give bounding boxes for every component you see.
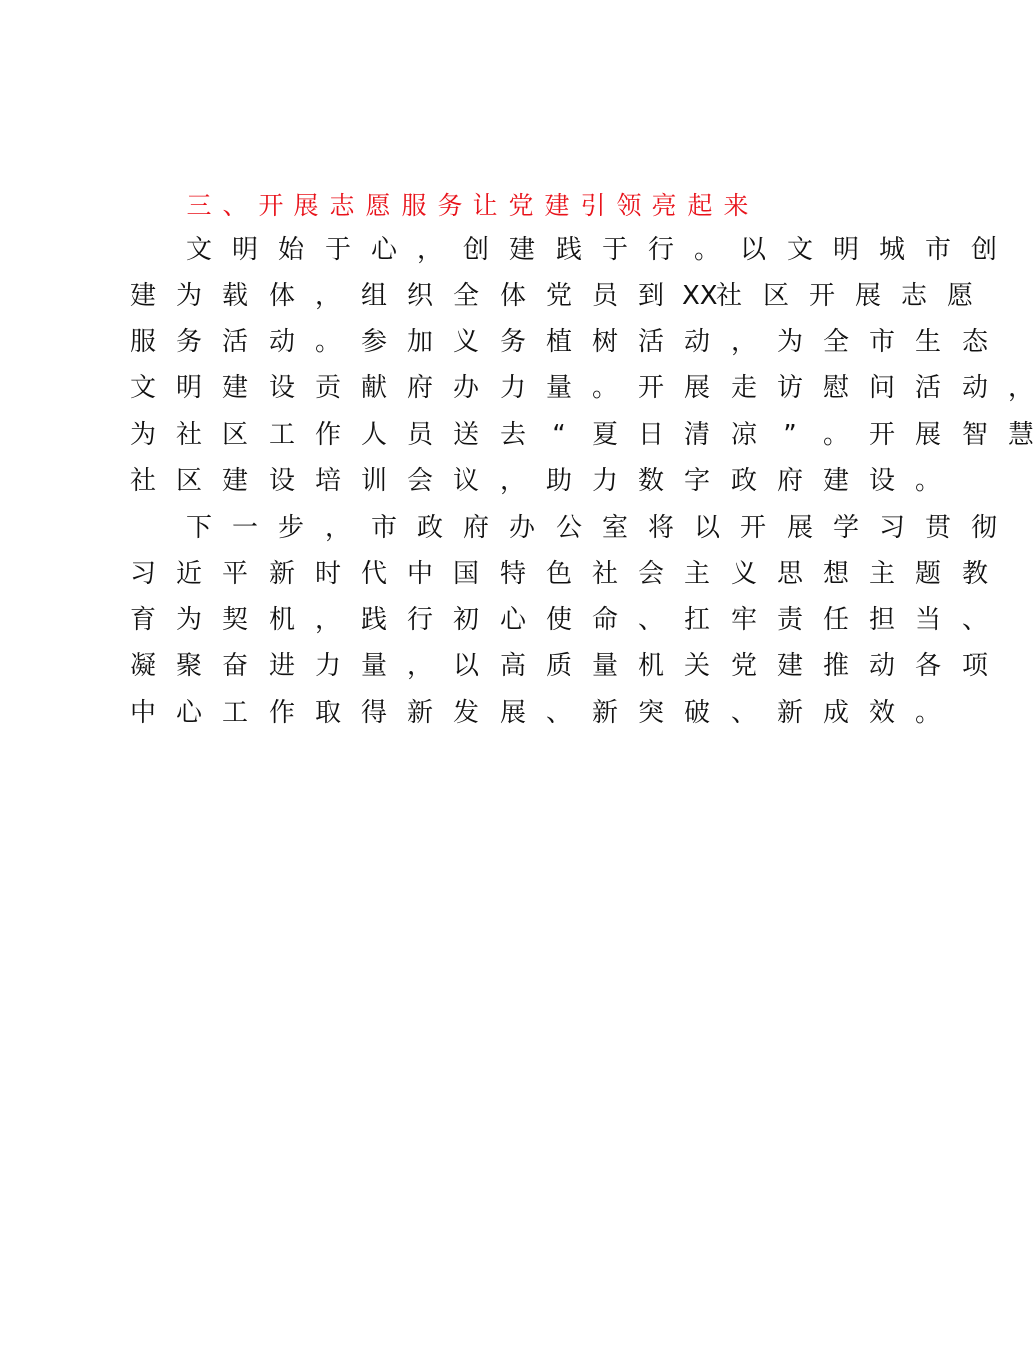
paragraph-1-line-3: 服 务 活 动 。 参 加 义 务 植 树 活 动 ， 为 全 市 生 态: [129, 327, 988, 357]
paragraph-1-line-2: 建 为 载 体 ， 组 织 全 体 党 员 到 XX 社 区 开 展 志 愿: [129, 281, 973, 311]
paragraph-1-line-4: 文 明 建 设 贡 献 府 办 力 量 。 开 展 走 访 慰 问 活 动 ，: [129, 373, 1034, 403]
paragraph-2-line-4: 凝 聚 奋 进 力 量 ， 以 高 质 量 机 关 党 建 推 动 各 项: [129, 651, 988, 681]
paragraph-2-line-2: 习 近 平 新 时 代 中 国 特 色 社 会 主 义 思 想 主 题 教: [129, 559, 988, 589]
paragraph-2-line-1: 下 一 步 ， 市 政 府 办 公 室 将 以 开 展 学 习 贯 彻: [185, 513, 997, 543]
paragraph-2-line-3: 育 为 契 机 ， 践 行 初 心 使 命 、 扛 牢 责 任 担 当 、: [129, 605, 988, 635]
paragraph-1-line-1: 文 明 始 于 心 ， 创 建 践 于 行 。 以 文 明 城 市 创: [185, 235, 997, 265]
paragraph-1-line-5: 为 社 区 工 作 人 员 送 去 “ 夏 日 清 凉 ” 。 开 展 智 慧: [129, 420, 1034, 450]
paragraph-2-line-5: 中 心 工 作 取 得 新 发 展 、 新 突 破 、 新 成 效 。: [129, 698, 941, 728]
section-heading: 三 、 开 展 志 愿 服 务 让 党 建 引 领 亮 起 来: [186, 191, 749, 220]
paragraph-1-line-6: 社 区 建 设 培 训 会 议 ， 助 力 数 字 政 府 建 设 。: [129, 466, 941, 496]
